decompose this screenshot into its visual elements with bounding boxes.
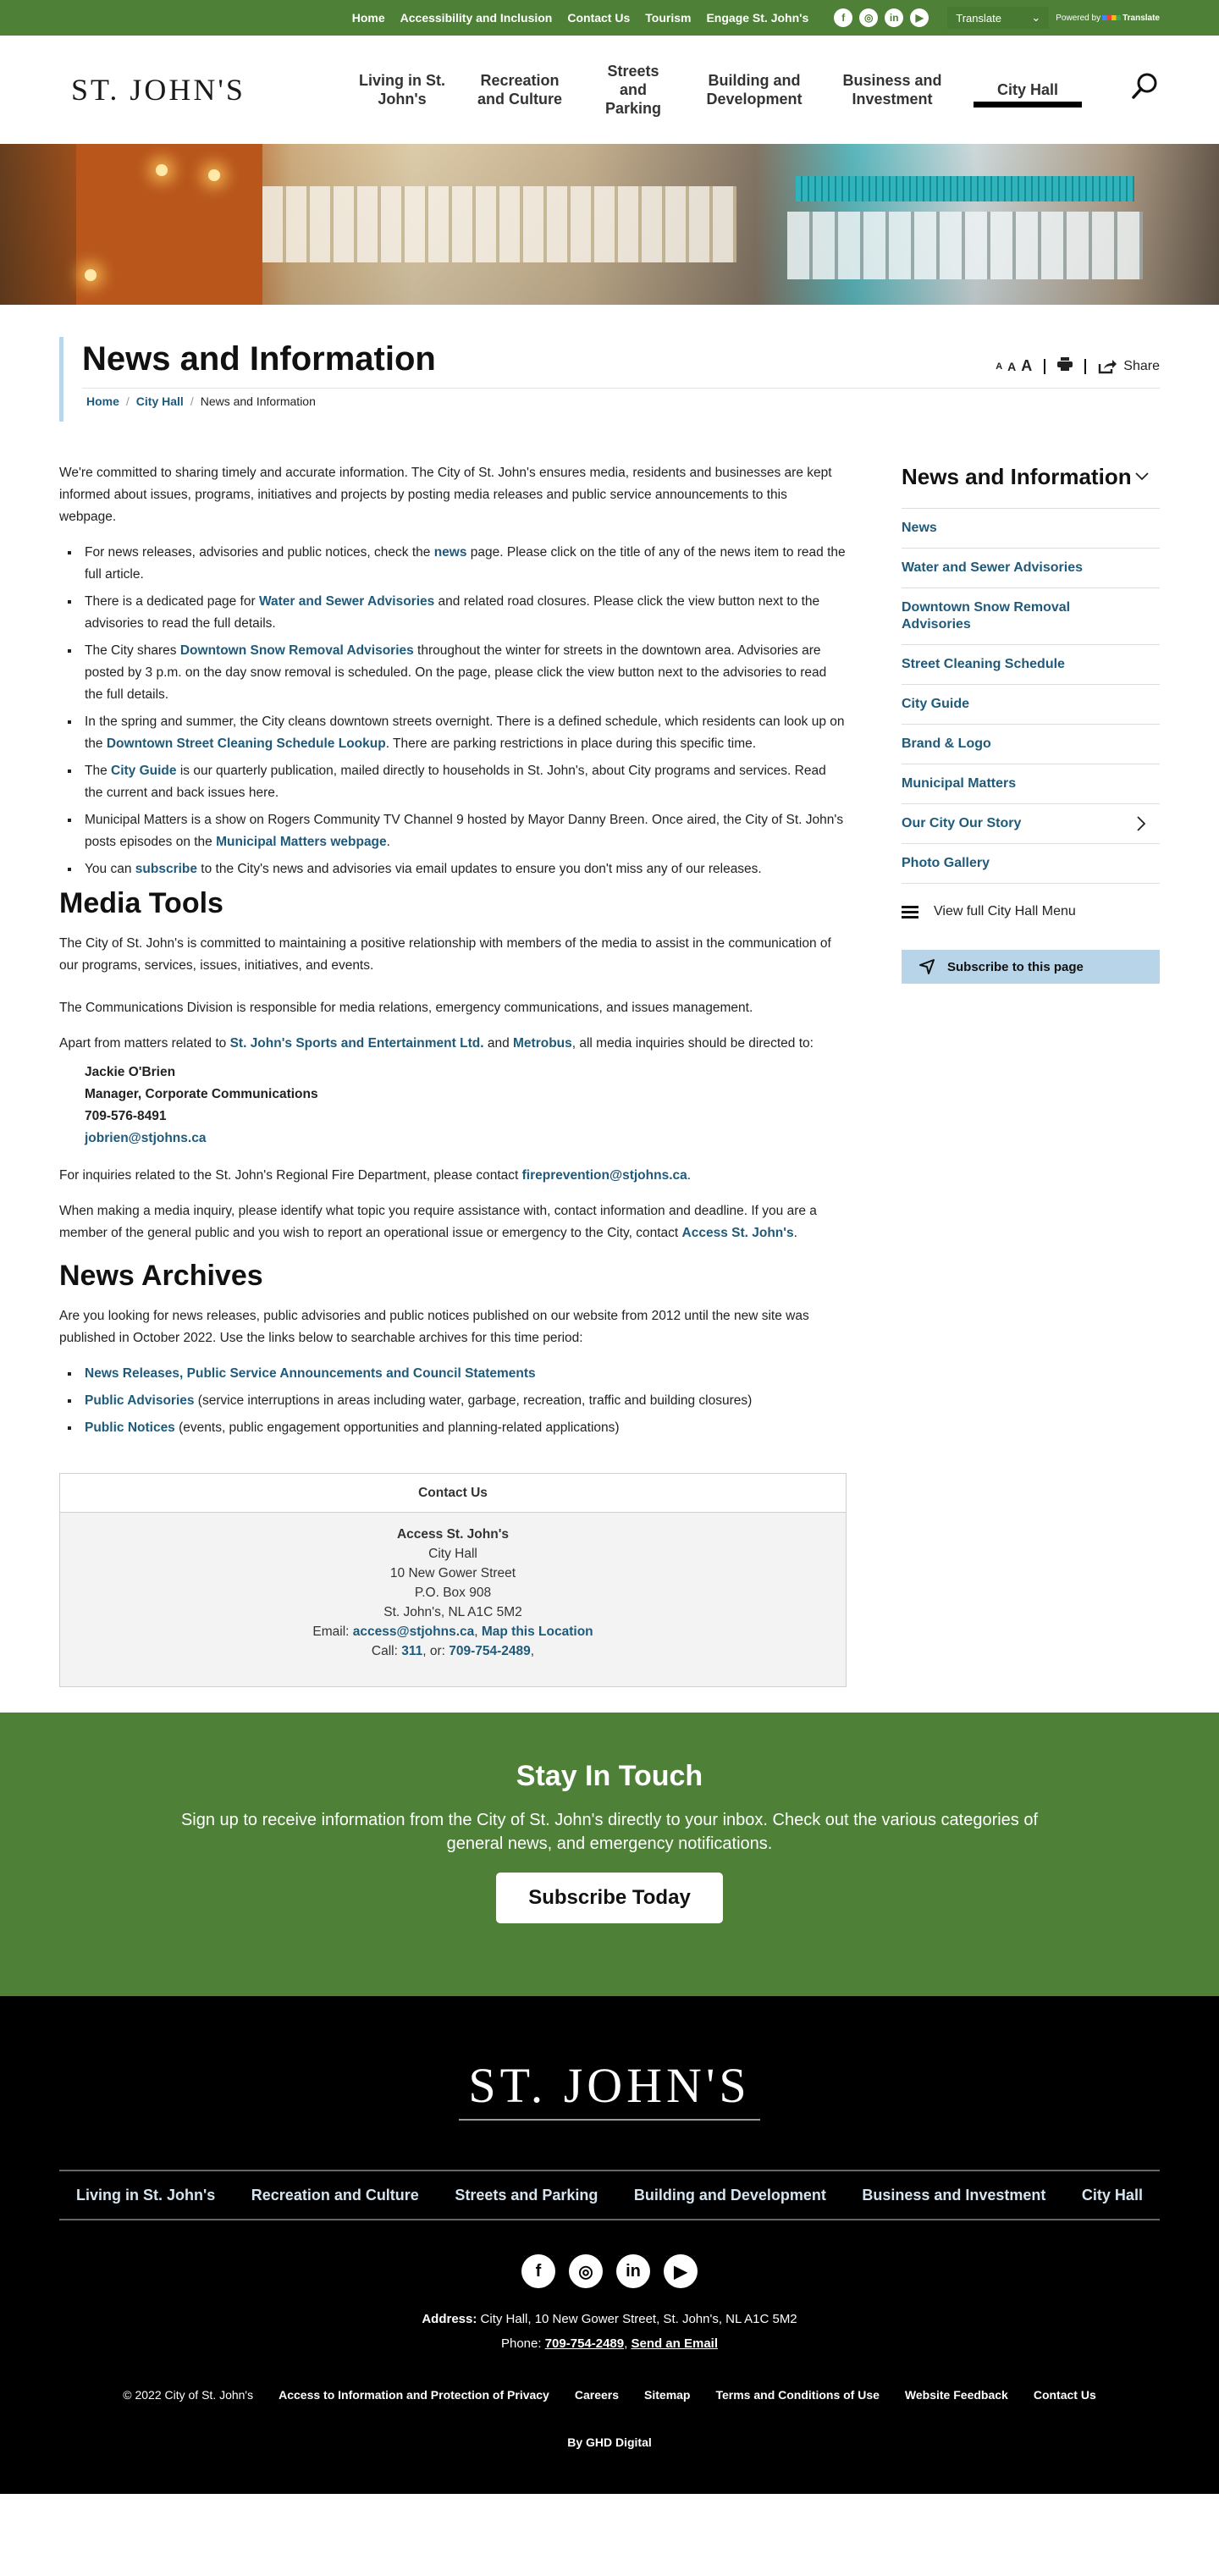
sidebar-item-snow-removal[interactable]: Downtown Snow Removal Advisories [902, 588, 1160, 645]
share-icon [1098, 359, 1117, 374]
breadcrumb-home[interactable]: Home [86, 394, 119, 408]
phone-label: Phone: [500, 2336, 545, 2351]
text-size-small-button[interactable]: A [996, 361, 1003, 372]
list-item: The City Guide is our quarterly publication, mailed directly to households in St. John's, about City programs and services. Read the current and back issues here. [59, 760, 847, 804]
footer-contact-link[interactable]: Contact Us [1033, 2388, 1096, 2402]
contact-card-line: P.O. Box 908 [414, 1586, 492, 1600]
metrobus-link[interactable]: Metrobus [513, 1036, 572, 1051]
powered-by-label: Powered by [1056, 13, 1101, 23]
hero-street-light [208, 169, 220, 181]
stay-in-touch [0, 1713, 1219, 1996]
linkedin-icon[interactable]: in [616, 2254, 650, 2288]
view-full-menu-label: View full City Hall Menu [934, 904, 1076, 918]
contact-card-heading: Contact Us [60, 1474, 846, 1513]
feedback-link[interactable]: Website Feedback [904, 2388, 1008, 2402]
hero-street-light [85, 269, 97, 281]
sidebar-item-photo-gallery[interactable]: Photo Gallery [902, 844, 1160, 884]
breadcrumb-separator: / [190, 394, 194, 408]
footer-nav-city-hall[interactable]: City Hall [1081, 2186, 1143, 2204]
sidebar-item-water-sewer[interactable]: Water and Sewer Advisories [902, 549, 1160, 588]
site-header [0, 36, 1219, 144]
view-full-menu-link[interactable] [902, 904, 1160, 919]
hero-building [76, 144, 262, 305]
page-tools [996, 357, 1160, 375]
hero-street-light [156, 164, 168, 176]
social-links [834, 8, 929, 27]
list-item: There is a dedicated page for Water and Sewer Advisories and related road closures. Please click the view button next to the advisories to read the full details. [59, 591, 847, 635]
footer-bottom-links [0, 2388, 1219, 2402]
hero-pedway-roof [796, 176, 1134, 201]
sidebar-item-municipal-matters[interactable]: Municipal Matters [902, 764, 1160, 804]
sidebar-item-news[interactable]: News [902, 509, 1160, 549]
contact-card-name: Access St. John's [396, 1527, 510, 1542]
media-contact [59, 1062, 847, 1150]
content-layout [0, 422, 1219, 1687]
sidebar [902, 462, 1160, 1687]
footer-socials [0, 2254, 1219, 2288]
utility-bar [0, 0, 1219, 36]
subscribe-page-button[interactable] [902, 950, 1160, 984]
snow-removal-link[interactable]: Downtown Snow Removal Advisories [179, 643, 414, 658]
util-link-accessibility[interactable]: Accessibility and Inclusion [400, 11, 553, 25]
archives-list [59, 1363, 847, 1439]
contact-card-call-row: Call: 311, or: 709-754-2489, [371, 1644, 535, 1658]
privacy-link[interactable]: Access to Information and Protection of Privacy [279, 2388, 549, 2402]
footer-nav [59, 2170, 1160, 2220]
terms-link[interactable]: Terms and Conditions of Use [715, 2388, 880, 2402]
share-label: Share [1123, 358, 1160, 373]
contact-card-line: St. John's, NL A1C 5M2 [383, 1605, 522, 1619]
powered-by-google [1056, 14, 1160, 23]
sidebar-item-our-city-our-story[interactable]: Our City Our Story [902, 804, 1160, 844]
nav-building[interactable]: Building and Development [706, 72, 803, 108]
page-title-section [59, 337, 1160, 422]
instagram-icon[interactable]: ◎ [859, 8, 878, 27]
text-size-large-button[interactable]: A [1021, 357, 1033, 374]
footer-nav-building[interactable]: Building and Development [633, 2186, 826, 2204]
main-content [59, 462, 847, 1687]
call-phone-link[interactable]: 709-754-2489 [449, 1644, 531, 1658]
nav-city-hall[interactable]: City Hall [974, 36, 1082, 144]
footer-nav-recreation[interactable]: Recreation and Culture [251, 2186, 419, 2204]
stay-in-touch-heading: Stay In Touch [516, 1760, 703, 1792]
subscribe-page-label: Subscribe to this page [947, 959, 1084, 974]
google-logo-icon [1102, 15, 1121, 20]
page-title: News and Information [82, 340, 436, 378]
sports-entertainment-link[interactable]: St. John's Sports and Entertainment Ltd. [229, 1036, 484, 1051]
city-guide-link[interactable]: City Guide [111, 764, 177, 778]
street-cleaning-link[interactable]: Downtown Street Cleaning Schedule Lookup [106, 736, 386, 751]
contact-card-email-row: Email: access@stjohns.ca, Map this Location [312, 1624, 593, 1639]
util-link-home[interactable]: Home [351, 11, 385, 25]
contact-email-link[interactable]: jobrien@stjohns.ca [85, 1131, 207, 1145]
contact-phone: 709-576-8491 [85, 1109, 167, 1123]
nav-business[interactable]: Business and Investment [842, 72, 942, 108]
contact-card-body [60, 1513, 846, 1686]
news-link[interactable]: news [433, 545, 467, 560]
subscribe-today-button[interactable]: Subscribe Today [496, 1873, 723, 1923]
address-value: City Hall, 10 New Gower Street, St. John's, NL A1C 5M2 [480, 2312, 797, 2326]
inquiry-paragraph: When making a media inquiry, please identify what topic you require assistance with, contact information and deadline. If you are a member of the general public and you wish to report an operational issue or emergency to the City, contact Access St. John's. [59, 1204, 817, 1240]
footer-address: Address: City Hall, 10 New Gower Street, St. John's, NL A1C 5M2 Phone: 709-754-2489, Send an Email [422, 2312, 797, 2351]
sidebar-header[interactable] [902, 462, 1160, 509]
search-icon [1129, 71, 1160, 102]
facebook-icon[interactable]: f [834, 8, 852, 27]
main-nav [347, 36, 1082, 144]
nav-living[interactable]: Living in St. John's [359, 72, 445, 108]
breadcrumb-city-hall[interactable]: City Hall [135, 394, 184, 408]
sitemap-link[interactable]: Sitemap [644, 2388, 691, 2402]
breadcrumb [86, 394, 316, 408]
fire-email-link[interactable]: fireprevention@stjohns.ca [521, 1168, 687, 1183]
access-st-johns-link[interactable]: Access St. John's [681, 1226, 794, 1240]
copyright: © 2022 City of St. John's [123, 2388, 254, 2402]
footer-credit: By GHD Digital [567, 2435, 652, 2449]
translate-select[interactable] [947, 7, 1049, 29]
list-item: The City shares Downtown Snow Removal Advisories throughout the winter for streets in the downtown area. Advisories are posted by 3 p.m. on the day snow removal is scheduled. On the page, please click the view button next to the advisories to read the full details. [59, 640, 847, 706]
list-item: Public Advisories (service interruptions in areas including water, garbage, recreation, traffic and building closures) [59, 1390, 847, 1412]
nav-streets[interactable]: Streets and Parking [604, 63, 662, 117]
footer-logo-underline [459, 2119, 760, 2121]
municipal-matters-link[interactable]: Municipal Matters webpage [216, 835, 387, 849]
footer-nav-business[interactable]: Business and Investment [862, 2186, 1046, 2204]
list-item: Public Notices (events, public engagement opportunities and planning-related applications) [59, 1417, 847, 1439]
archives-intro: Are you looking for news releases, public advisories and public notices published on our website from 2012 until the new site was published in October 2022. Use the links below to searchable archives for this time period: [59, 1309, 809, 1345]
google-translate-label: Translate [1122, 13, 1160, 23]
breadcrumb-separator: / [125, 394, 130, 408]
sidebar-title: News and Information [902, 464, 1132, 489]
contact-card-line: 10 New Gower Street [389, 1566, 516, 1580]
fire-paragraph: For inquiries related to the St. John's Regional Fire Department, please contact fireprevention@stjohns.ca. [59, 1168, 692, 1183]
youtube-icon[interactable]: ▶ [664, 2254, 698, 2288]
chevron-down-icon[interactable] [1134, 472, 1150, 482]
info-list [59, 542, 847, 880]
sidebar-item-street-cleaning[interactable]: Street Cleaning Schedule [902, 645, 1160, 685]
share-button[interactable] [1098, 359, 1160, 374]
sidebar-item-city-guide[interactable]: City Guide [902, 685, 1160, 725]
breadcrumb-current: News and Information [200, 394, 316, 408]
hero-pedway-1 [262, 186, 736, 262]
print-icon [1057, 357, 1073, 371]
send-icon [918, 958, 935, 975]
print-button[interactable] [1057, 357, 1073, 375]
list-item: Municipal Matters is a show on Rogers Community TV Channel 9 hosted by Mayor Danny Breen. Once aired, the City of St. John's posts episodes on the Municipal Matters webpage. [59, 809, 847, 853]
send-email-link[interactable]: Send an Email [631, 2336, 719, 2351]
site-footer [0, 1996, 1219, 2494]
facebook-icon[interactable]: f [521, 2254, 555, 2288]
util-link-tourism[interactable]: Tourism [645, 11, 692, 25]
util-link-contact[interactable]: Contact Us [567, 11, 631, 25]
careers-link[interactable]: Careers [574, 2388, 620, 2402]
hamburger-menu-icon [902, 905, 918, 918]
media-paragraph-1: The City of St. John's is committed to maintaining a positive relationship with members of the media to assist in the communication of our programs, services, issues, initiatives, and events. [59, 936, 831, 973]
contact-card [59, 1473, 847, 1687]
subscribe-link[interactable]: subscribe [135, 862, 197, 876]
footer-nav-living[interactable]: Living in St. John's [76, 2186, 216, 2204]
title-divider [82, 388, 1160, 389]
media-paragraph-2: The Communications Division is responsible for media relations, emergency communications, and issues management. [59, 1001, 753, 1015]
hero-pedway-2 [787, 212, 1143, 279]
contact-title: Manager, Corporate Communications [85, 1087, 318, 1101]
instagram-icon[interactable]: ◎ [569, 2254, 603, 2288]
linkedin-icon[interactable]: in [885, 8, 903, 27]
translate-label: Translate [956, 11, 1001, 25]
nav-recreation[interactable]: Recreation and Culture [477, 72, 562, 108]
util-link-engage[interactable]: Engage St. John's [706, 11, 809, 25]
intro-paragraph: We're committed to sharing timely and accurate information. The City of St. John's ensures media, residents and businesses are kept informed about issues, programs, initiatives and projects by posting media releases and public service announcements to this webpage. [59, 466, 832, 524]
contact-card-line: City Hall [428, 1547, 477, 1561]
contact-name: Jackie O'Brien [85, 1065, 176, 1079]
youtube-icon[interactable]: ▶ [910, 8, 929, 27]
list-item [59, 1363, 847, 1385]
site-logo[interactable]: ST. JOHN'S [71, 73, 245, 107]
list-item: In the spring and summer, the City cleans downtown streets overnight. There is a defined schedule, which residents can look up on the Downtown Street Cleaning Schedule Lookup. There are parking restrictions in place during this specific time. [59, 711, 847, 755]
media-tools-heading: Media Tools [59, 887, 223, 919]
address-label: Address: [422, 2312, 477, 2326]
archive-news-releases-link[interactable]: News Releases, Public Service Announcements and Council Statements [85, 1366, 536, 1381]
text-size-medium-button[interactable]: A [1007, 359, 1017, 373]
media-paragraph-3: Apart from matters related to St. John's Sports and Entertainment Ltd. and Metrobus, all media inquiries should be directed to: [59, 1036, 814, 1051]
sidebar-item-brand-logo[interactable]: Brand & Logo [902, 725, 1160, 764]
water-sewer-link[interactable]: Water and Sewer Advisories [258, 594, 435, 609]
stay-in-touch-text: Sign up to receive information from the City of St. John's directly to your inbox. Check out the various categories of general news, and emergency notifications. [180, 1811, 1039, 1853]
list-item: You can subscribe to the City's news and advisories via email updates to ensure you don't miss any of our releases. [59, 858, 847, 880]
archive-public-advisories-link[interactable]: Public Advisories [85, 1393, 195, 1408]
news-archives-heading: News Archives [59, 1260, 263, 1292]
map-location-link[interactable]: Map this Location [481, 1624, 593, 1639]
list-item: For news releases, advisories and public notices, check the news page. Please click on the title of any of the news item to read the full article. [59, 542, 847, 586]
call-311-link[interactable]: 311 [401, 1644, 423, 1658]
footer-logo[interactable]: ST. JOHN'S [468, 2058, 751, 2113]
contact-card-email-link[interactable]: access@stjohns.ca [352, 1624, 475, 1639]
archive-public-notices-link[interactable]: Public Notices [85, 1420, 175, 1435]
tools-divider [1044, 359, 1045, 374]
chevron-right-icon[interactable] [1136, 815, 1146, 832]
hero-image [0, 144, 1219, 305]
footer-phone-link[interactable]: 709-754-2489 [544, 2336, 625, 2351]
chevron-down-icon: ⌄ [1031, 11, 1041, 24]
footer-nav-streets[interactable]: Streets and Parking [455, 2186, 598, 2204]
tools-divider [1084, 359, 1086, 374]
search-button[interactable] [1129, 71, 1160, 102]
